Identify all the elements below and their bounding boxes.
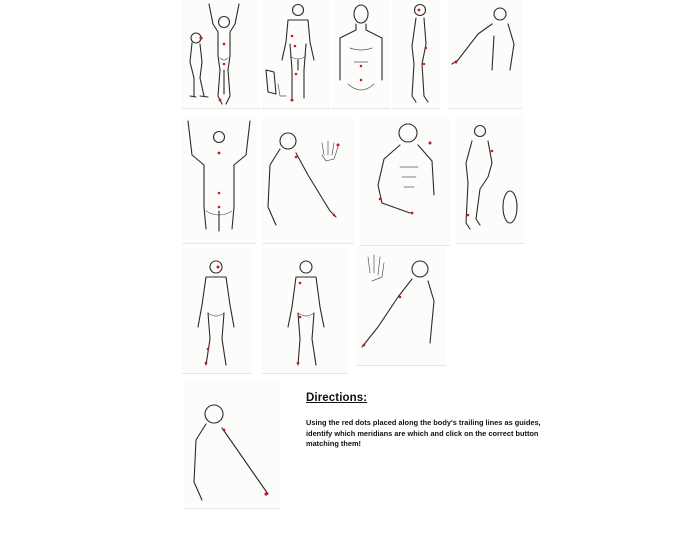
figure-panel-2[interactable]: [262, 0, 330, 109]
figure-panel-11[interactable]: [262, 247, 348, 374]
body-diagram-7: [262, 115, 354, 243]
body-diagram-5: [448, 0, 522, 108]
figure-panel-13[interactable]: [184, 382, 280, 509]
figure-panel-1[interactable]: [182, 0, 260, 109]
body-diagram-2: [262, 0, 330, 108]
directions-title: Directions:: [306, 392, 368, 404]
body-diagram-10: [182, 247, 252, 373]
body-diagram-1: [182, 0, 260, 108]
body-diagram-9: [456, 115, 524, 243]
directions-block: [306, 392, 546, 450]
body-diagram-4: [392, 0, 440, 108]
body-diagram-8: [360, 115, 450, 245]
figure-panel-5[interactable]: [448, 0, 522, 109]
body-diagram-13: [184, 382, 280, 508]
body-diagram-3: [332, 0, 390, 108]
figure-panel-9[interactable]: [456, 115, 524, 244]
directions-text: Using the red dots placed along the body's trailing lines as guides, identify which meridians are which and click on the correct button matching them!: [306, 418, 541, 449]
figure-panel-7[interactable]: [262, 115, 354, 244]
figure-panel-12[interactable]: [356, 247, 446, 366]
figure-panel-8[interactable]: [360, 115, 450, 246]
body-diagram-11: [262, 247, 348, 373]
figure-panel-4[interactable]: [392, 0, 440, 109]
figure-panel-6[interactable]: [182, 115, 256, 244]
body-diagram-12: [356, 247, 446, 365]
figure-panel-10[interactable]: [182, 247, 252, 374]
figure-panel-3[interactable]: [332, 0, 390, 109]
body-diagram-6: [182, 115, 256, 243]
